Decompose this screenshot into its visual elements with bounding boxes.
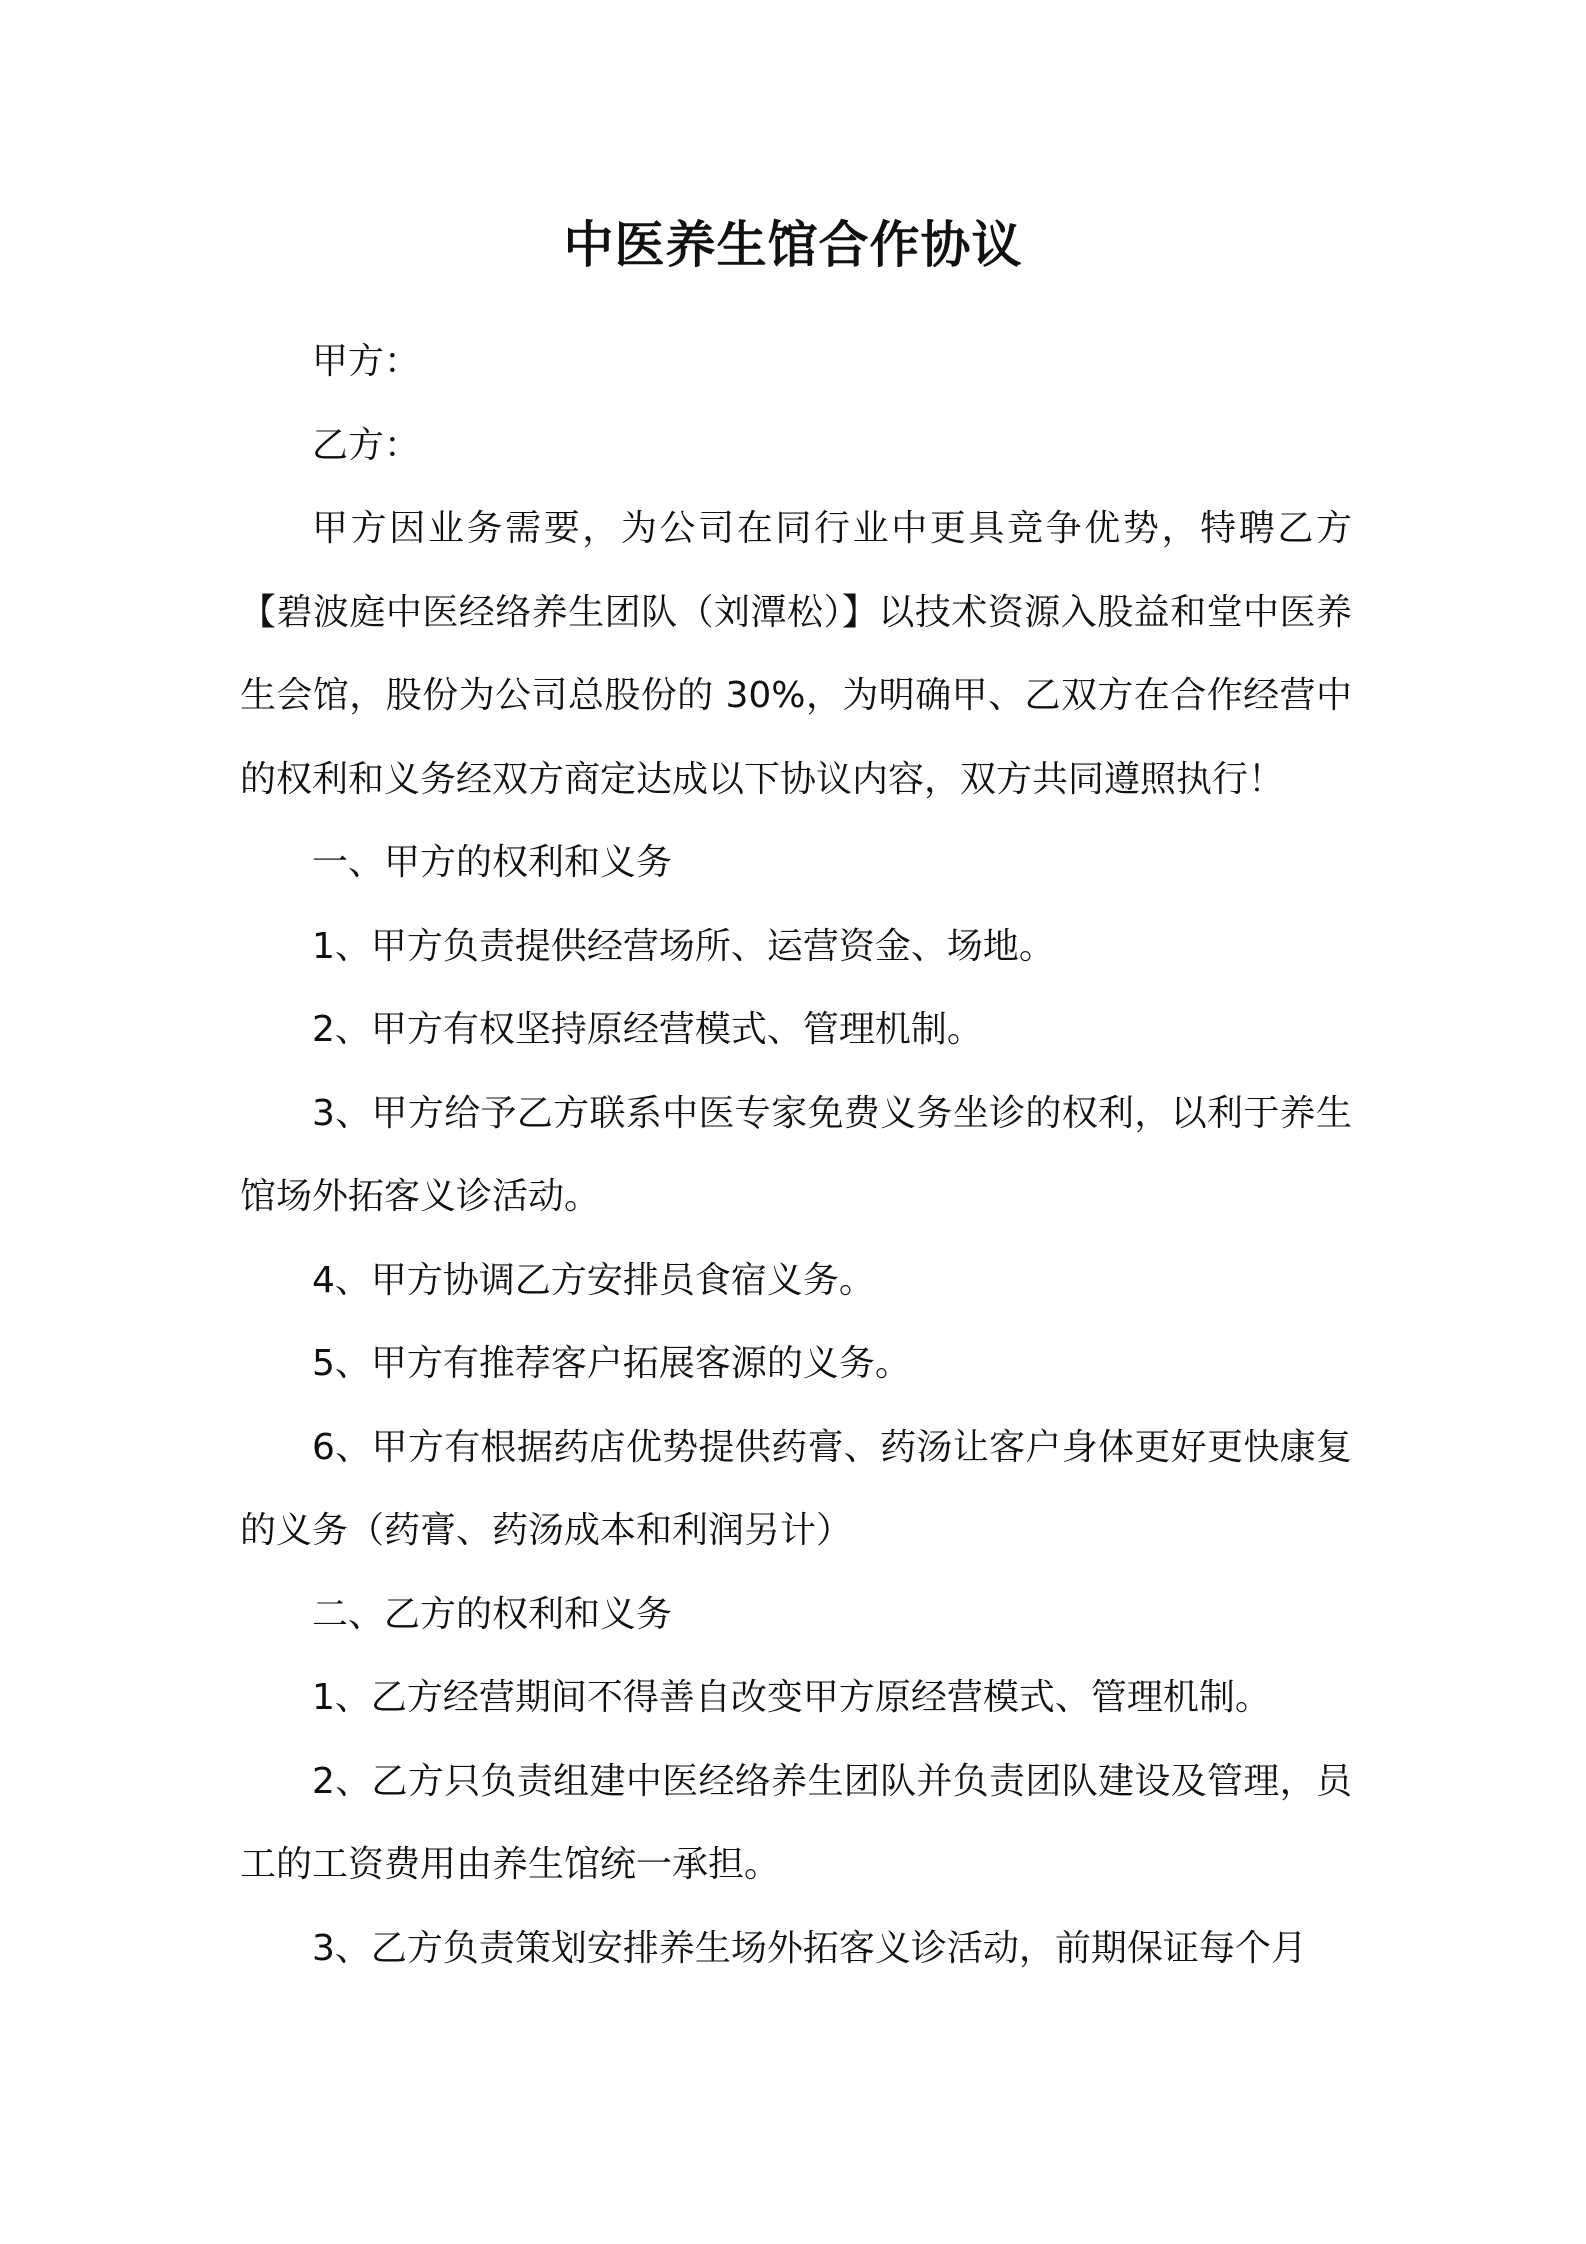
clause-a-3: 3、甲方给予乙方联系中医专家免费义务坐诊的权利，以利于养生馆场外拓客义诊活动。 (240, 1092, 1352, 1217)
section-heading-party-b: 二、乙方的权利和义务 (312, 1593, 673, 1635)
clause-a-5: 5、甲方有推荐客户拓展客源的义务。 (312, 1343, 911, 1384)
preamble-paragraph: 甲方因业务需要，为公司在同行业中更具竞争优势，特聘乙方【碧波庭中医经络养生团队（刘潭松）】以技术资源入股益和堂中医养生会馆，股份为公司总股份的 30%，为明确甲、乙双方在合作经营中的权利和义务经双方商定达成以下协议内容，双方共同遵照执行！ (240, 508, 1352, 800)
document-title: 中医养生馆合作协议 (563, 216, 1023, 274)
section-heading-party-a: 一、甲方的权利和义务 (312, 842, 673, 883)
clause-a-6: 6、甲方有根据药店优势提供药膏、药汤让客户身体更好更快康复的义务（药膏、药汤成本和利润另计） (240, 1426, 1352, 1551)
clause-b-1: 1、乙方经营期间不得善自改变甲方原经营模式、管理机制。 (312, 1677, 1271, 1718)
document-body (240, 320, 1352, 1990)
clause-b-3: 3、乙方负责策划安排养生场外拓客义诊活动，前期保证每个月 (312, 1927, 1307, 1969)
party-b-line: 乙方： (312, 424, 421, 466)
clause-a-4: 4、甲方协调乙方安排员食宿义务。 (312, 1259, 875, 1301)
party-a-line: 甲方： (312, 341, 421, 382)
clause-a-1: 1、甲方负责提供经营场所、运营资金、场地。 (312, 925, 1055, 967)
clause-a-2: 2、甲方有权坚持原经营模式、管理机制。 (312, 1009, 983, 1050)
clause-b-2: 2、乙方只负责组建中医经络养生团队并负责团队建设及管理，员工的工资费用由养生馆统一承担。 (240, 1760, 1352, 1885)
